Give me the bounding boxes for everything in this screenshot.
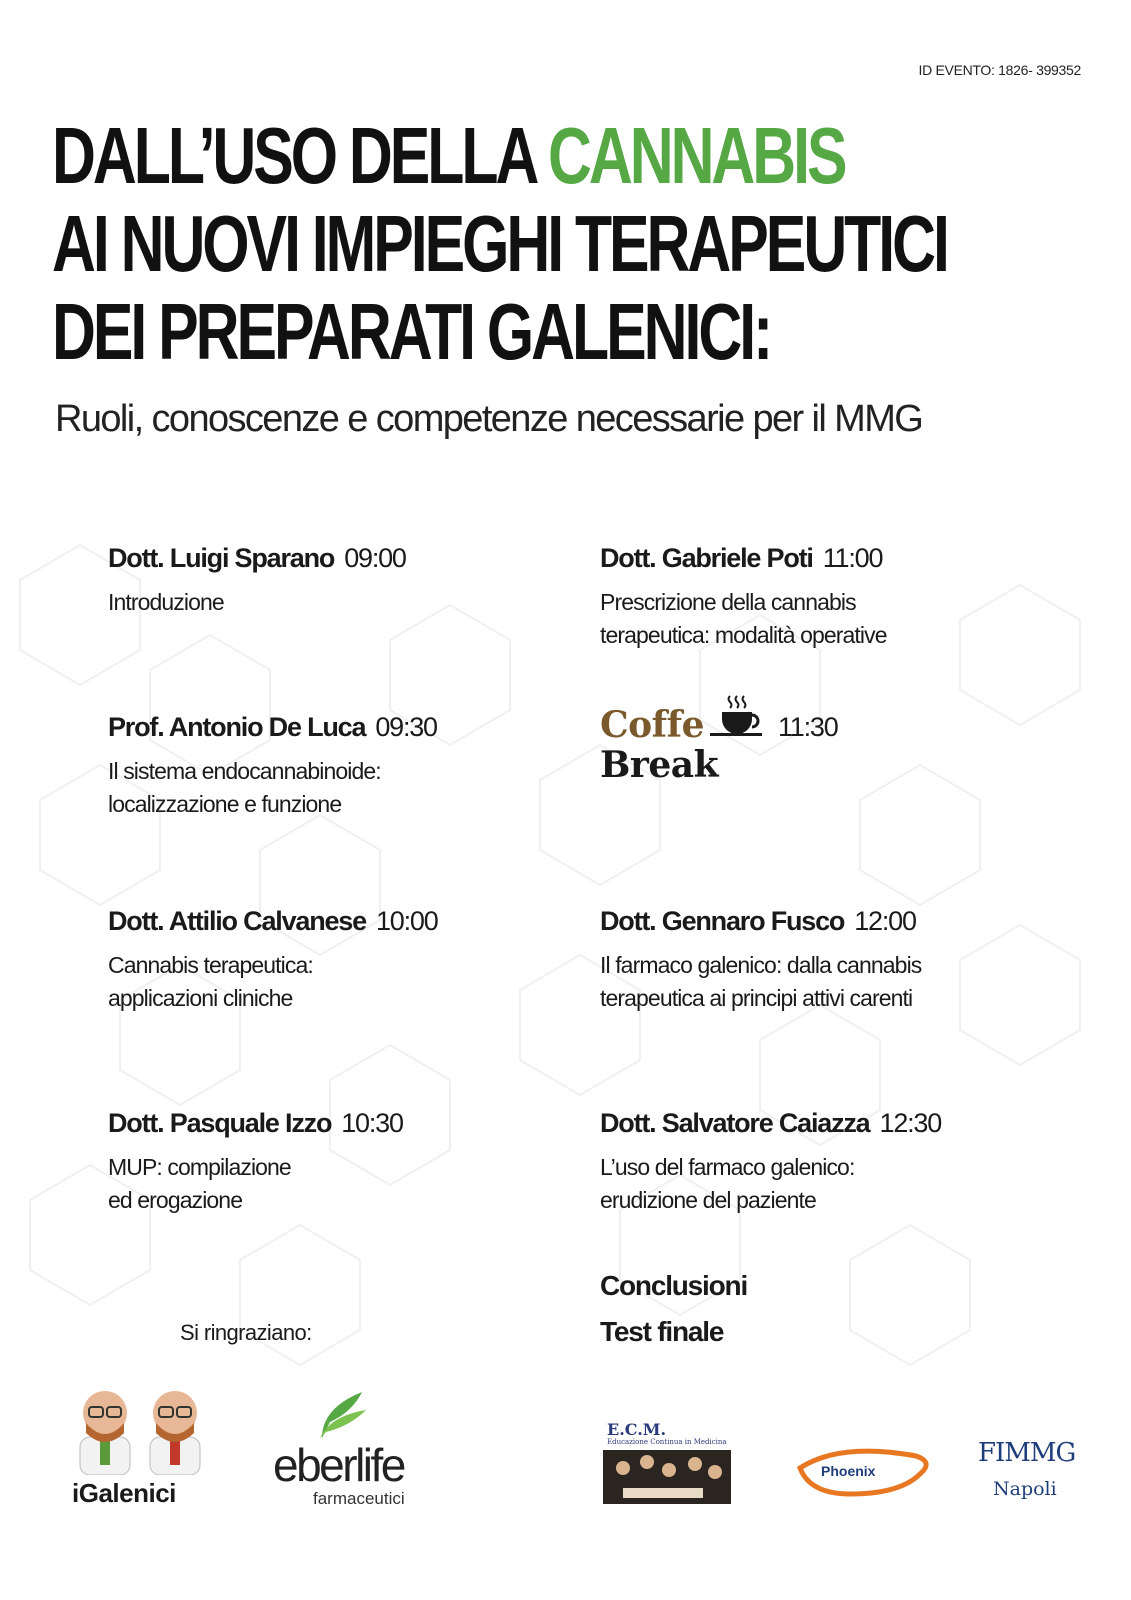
talk-time: 11:00 (822, 543, 883, 573)
talk-item (108, 543, 578, 619)
closing-conclusioni: Conclusioni (600, 1270, 748, 1301)
coffee-cup-icon (708, 692, 766, 740)
title-line-3: DEI PREPARATI GALENICI: (52, 287, 771, 376)
speaker-name: Dott. Salvatore Caiazza (600, 1108, 870, 1138)
talk-description: MUP: compilazione (108, 1154, 291, 1180)
title-line-1 (52, 112, 947, 200)
speaker-name: Dott. Pasquale Izzo (108, 1108, 332, 1138)
talk-time: 12:00 (854, 906, 916, 936)
coffee-break-word-2: Break (600, 744, 719, 786)
speaker-name: Dott. Luigi Sparano (108, 543, 335, 573)
title-line-1-start: DALL’USO DELLA (52, 111, 548, 200)
talk-time: 12:30 (879, 1108, 942, 1138)
talk-item (600, 543, 1070, 652)
ecm-logo-title: E.C.M. (607, 1420, 667, 1439)
eberlife-leaf-icon (312, 1390, 372, 1440)
talk-description: Introduzione (108, 589, 224, 615)
talk-description: Il farmaco galenico: dalla cannabis (600, 952, 922, 978)
talk-description: Il sistema endocannabinoide: (108, 758, 381, 784)
talk-item (600, 1108, 1070, 1217)
speaker-name: Prof. Antonio De Luca (108, 712, 366, 742)
talk-description: localizzazione e funzione (108, 791, 342, 817)
thanks-label: Si ringraziano: (180, 1320, 312, 1345)
talk-description: erudizione del paziente (600, 1187, 816, 1213)
closing-test-finale: Test finale (600, 1316, 724, 1347)
talk-item (108, 1108, 578, 1217)
speaker-name: Dott. Gabriele Poti (600, 543, 813, 573)
talk-time: 09:30 (375, 712, 437, 742)
subtitle: Ruoli, conoscenze e competenze necessarie per il MMG (55, 398, 923, 440)
title-line-2: AI NUOVI IMPIEGHI TERAPEUTICI (52, 199, 947, 288)
igalenici-mascot-icon (72, 1385, 212, 1475)
talk-description: ed erogazione (108, 1187, 243, 1213)
talk-description: Prescrizione della cannabis (600, 589, 856, 615)
talk-time: 10:00 (375, 906, 438, 936)
speaker-name: Dott. Attilio Calvanese (108, 906, 366, 936)
talk-time: 09:00 (344, 543, 406, 573)
coffee-break-word-1: Coffe (600, 704, 705, 746)
talk-description: terapeutica ai principi attivi carenti (600, 985, 913, 1011)
eberlife-logo-subtitle: farmaceutici (313, 1489, 405, 1508)
fimmg-logo-text: FIMMG (978, 1438, 1076, 1468)
talk-description: terapeutica: modalità operative (600, 622, 887, 648)
talk-time: 10:30 (341, 1108, 403, 1138)
ecm-painting-image (603, 1450, 731, 1504)
igalenici-logo-text: iGalenici (72, 1478, 176, 1508)
event-id: ID EVENTO: 1826- 399352 (918, 62, 1081, 78)
eberlife-logo-text: eberlife (273, 1439, 404, 1491)
talk-description: Cannabis terapeutica: (108, 952, 313, 978)
title-highlight-cannabis: CANNABIS (547, 111, 845, 200)
talk-description: applicazioni cliniche (108, 985, 293, 1011)
talk-item (600, 906, 1070, 1015)
talk-item (108, 906, 578, 1015)
ecm-logo-subtitle: Educazione Continua in Medicina (607, 1438, 727, 1446)
speaker-name: Dott. Gennaro Fusco (600, 906, 845, 936)
fimmg-napoli-text: Napoli (993, 1478, 1057, 1500)
phoenix-logo-text: Phoenix (821, 1463, 876, 1479)
page-title (52, 112, 947, 376)
coffee-break-time: 11:30 (778, 712, 838, 742)
talk-description: L’uso del farmaco galenico: (600, 1154, 855, 1180)
talk-item (108, 712, 578, 821)
